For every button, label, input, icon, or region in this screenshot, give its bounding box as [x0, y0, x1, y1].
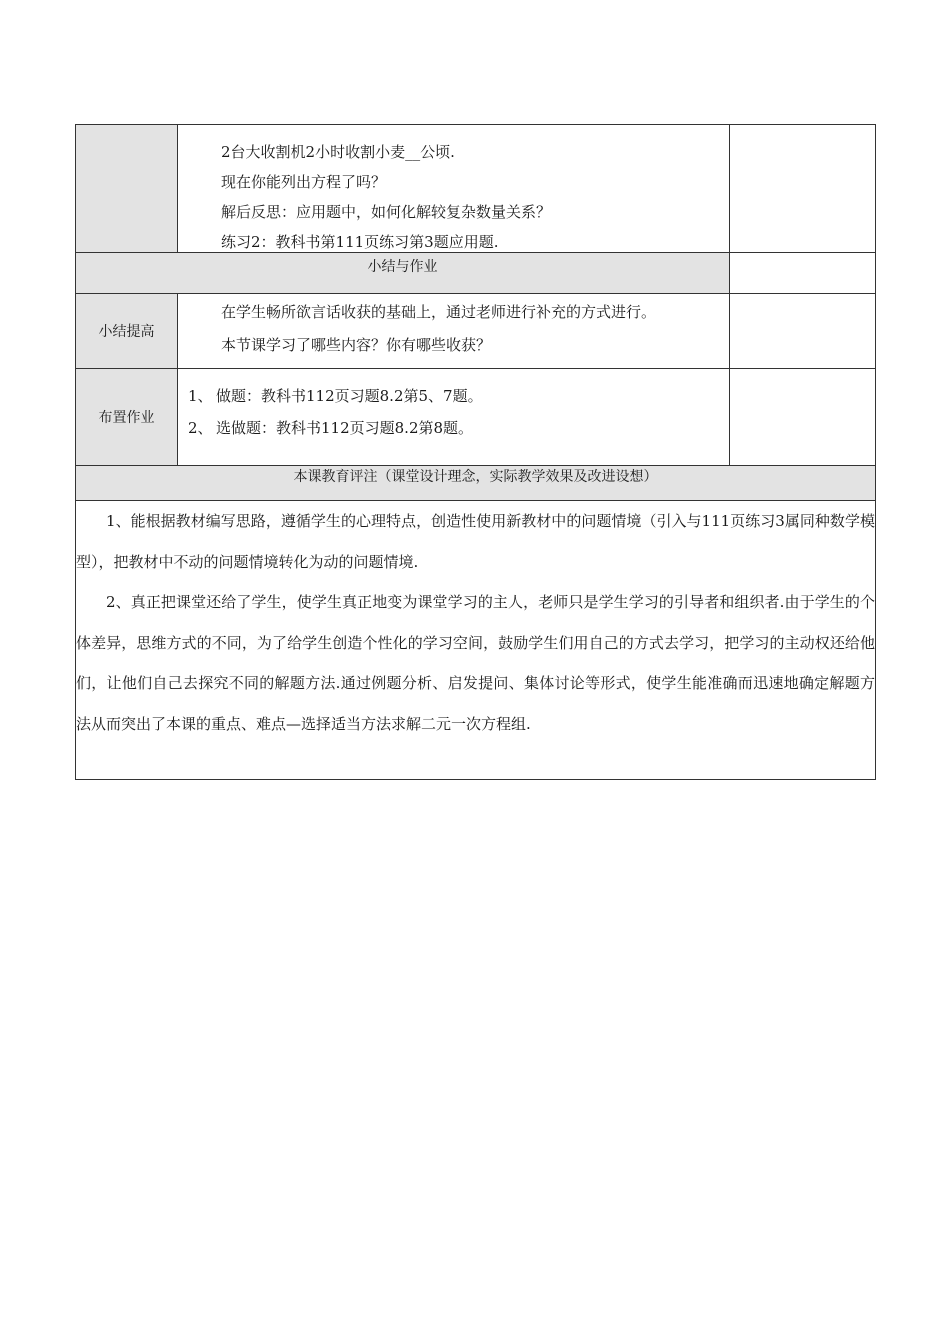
- summary-note-cell: [730, 294, 876, 369]
- continuation-line: 解后反思：应用题中，如何化解较复杂数量关系？: [221, 203, 552, 221]
- evaluation-body-row: [76, 501, 876, 780]
- evaluation-body-cell: [76, 501, 876, 780]
- homework-label: 布置作业: [76, 369, 178, 466]
- evaluation-paragraph: 2、真正把课堂还给了学生，使学生真正地变为课堂学习的主人，老师只是学生学习的引导者和组织者.由于学生的个体差异，思维方式的不同，为了给学生创造个性化的学习空间，鼓励学生们用自己的方式去学习，把学习的主动权还给他们，让他们自己去探究不同的解题方法.通过例题分析、启发提问、集体讨论等形式，使学生能准确而迅速地确定解题方法从而突出了本课的重点、难点—选择适当方法求解二元一次方程组.: [76, 593, 875, 733]
- continuation-line: 现在你能列出方程了吗？: [221, 173, 387, 191]
- homework-body-cell: [178, 369, 730, 466]
- homework-note-cell: [730, 369, 876, 466]
- evaluation-paragraph: 1、能根据教材编写思路，遵循学生的心理特点，创造性使用新教材中的问题情境（引入与111页练习3属同种数学模型），把教材中不动的问题情境转化为动的问题情境.: [76, 512, 875, 571]
- homework-row: [76, 369, 876, 466]
- homework-item-number: 2、: [188, 419, 213, 437]
- continuation-note-cell: [730, 125, 876, 253]
- summary-label: 小结提高: [76, 294, 178, 369]
- homework-item: [188, 412, 719, 444]
- homework-item-text: 做题：教科书112页习题8.2第5、7题。: [216, 387, 483, 405]
- lesson-plan-table: [75, 124, 876, 780]
- evaluation-heading-row: [76, 466, 876, 501]
- summary-line: 本节课学习了哪些内容？你有哪些收获？: [221, 336, 492, 354]
- continuation-row: [76, 125, 876, 253]
- homework-item-text: 选做题：教科书112页习题8.2第8题。: [216, 419, 474, 437]
- continuation-label-cell: [76, 125, 178, 253]
- summary-body-cell: [178, 294, 730, 369]
- summary-line: 在学生畅所欲言话收获的基础上，通过老师进行补充的方式进行。: [221, 303, 657, 321]
- summary-section-heading: 小结与作业: [76, 253, 730, 294]
- homework-item-number: 1、: [188, 387, 213, 405]
- summary-section-note-cell: [730, 253, 876, 294]
- evaluation-heading: 本课教育评注（课堂设计理念，实际教学效果及改进设想）: [76, 466, 876, 501]
- summary-row: [76, 294, 876, 369]
- continuation-line: 练习2：教科书第111页练习第3题应用题.: [221, 233, 499, 251]
- homework-item: [188, 380, 719, 412]
- summary-section-row: [76, 253, 876, 294]
- continuation-line: 2台大收割机2小时收割小麦__公顷.: [221, 143, 455, 161]
- continuation-body-cell: [178, 125, 730, 253]
